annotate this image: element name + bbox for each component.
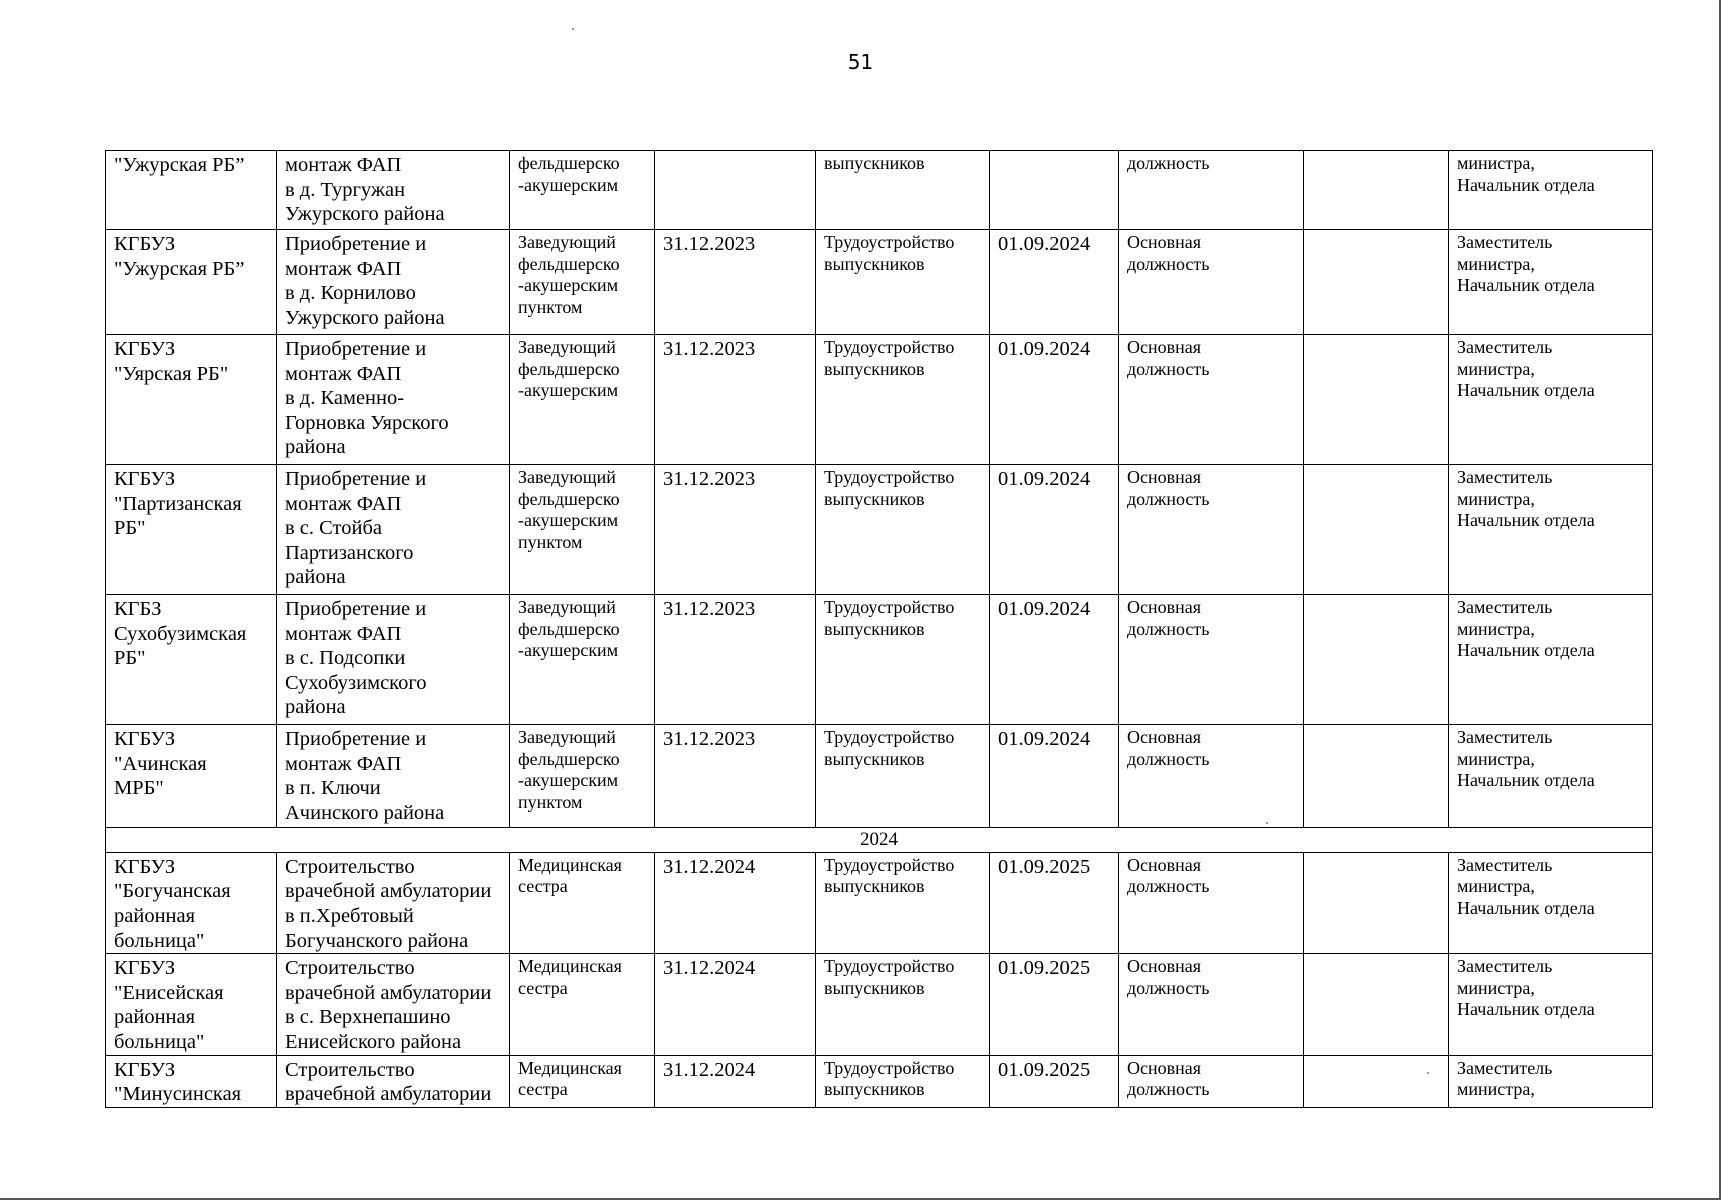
cell-position: Заведующий фельдшерско -акушерским пунктом: [510, 725, 655, 828]
cell-extra: [1304, 852, 1449, 953]
cell-organization: КГБУЗ "Енисейская районная больница": [106, 954, 277, 1055]
cell-organization: КГБЗ Сухобузимская РБ": [106, 595, 277, 725]
cell-deadline: 31.12.2024: [655, 852, 816, 953]
cell-measure: Трудоустройство выпускников: [816, 852, 990, 953]
cell-activity: Строительство врачебной амбулатории в с. Верхнепашино Енисейского района: [277, 954, 510, 1055]
cell-responsible: Заместитель министра, Начальник отдела: [1449, 230, 1653, 335]
cell-extra: [1304, 954, 1449, 1055]
cell-measure: Трудоустройство выпускников: [816, 1055, 990, 1107]
cell-responsible: министра, Начальник отдела: [1449, 151, 1653, 230]
cell-organization: "Ужурская РБ”: [106, 151, 277, 230]
cell-organization: КГБУЗ "Уярская РБ": [106, 335, 277, 465]
cell-employment-type: Основная должность: [1119, 335, 1304, 465]
cell-extra: [1304, 725, 1449, 828]
cell-employment-type: Основная должность: [1119, 954, 1304, 1055]
cell-employment-type: Основная должность: [1119, 595, 1304, 725]
cell-activity: Приобретение и монтаж ФАП в п. Ключи Ачинского района: [277, 725, 510, 828]
cell-activity: Строительство врачебной амбулатории в п.Хребтовый Богучанского района: [277, 852, 510, 953]
scan-speck: [1266, 822, 1268, 824]
cell-employment-type: Основная должность: [1119, 725, 1304, 828]
cell-activity: монтаж ФАП в д. Тургужан Ужурского района: [277, 151, 510, 230]
cell-responsible: Заместитель министра, Начальник отдела: [1449, 954, 1653, 1055]
cell-deadline: 31.12.2023: [655, 465, 816, 595]
table-row: [106, 335, 1653, 465]
cell-deadline: 31.12.2024: [655, 1055, 816, 1107]
cell-date: 01.09.2024: [990, 230, 1119, 335]
table-row: [106, 151, 1653, 230]
cell-position: Заведующий фельдшерско -акушерским: [510, 335, 655, 465]
cell-date: 01.09.2025: [990, 852, 1119, 953]
cell-activity: Приобретение и монтаж ФАП в д. Корнилово Ужурского района: [277, 230, 510, 335]
scan-speck: [572, 28, 574, 30]
cell-responsible: Заместитель министра, Начальник отдела: [1449, 465, 1653, 595]
cell-position: Заведующий фельдшерско -акушерским: [510, 595, 655, 725]
table-row: [106, 725, 1653, 828]
cell-employment-type: должность: [1119, 151, 1304, 230]
document-table: [105, 150, 1653, 1108]
cell-position: Медицинская сестра: [510, 954, 655, 1055]
cell-measure: выпускников: [816, 151, 990, 230]
table-row: [106, 954, 1653, 1055]
cell-activity: Приобретение и монтаж ФАП в д. Каменно- Горновка Уярского района: [277, 335, 510, 465]
cell-measure: Трудоустройство выпускников: [816, 595, 990, 725]
cell-extra: [1304, 230, 1449, 335]
cell-measure: Трудоустройство выпускников: [816, 335, 990, 465]
cell-extra: [1304, 335, 1449, 465]
cell-position: Заведующий фельдшерско -акушерским пунктом: [510, 230, 655, 335]
cell-deadline: 31.12.2024: [655, 954, 816, 1055]
cell-measure: Трудоустройство выпускников: [816, 725, 990, 828]
cell-organization: КГБУЗ "Ачинская МРБ": [106, 725, 277, 828]
year-separator: 2024: [106, 828, 1653, 853]
cell-deadline: 31.12.2023: [655, 230, 816, 335]
table-row: [106, 1055, 1653, 1107]
cell-responsible: Заместитель министра, Начальник отдела: [1449, 852, 1653, 953]
cell-date: 01.09.2025: [990, 954, 1119, 1055]
cell-date: 01.09.2024: [990, 595, 1119, 725]
cell-position: Медицинская сестра: [510, 852, 655, 953]
cell-position: Медицинская сестра: [510, 1055, 655, 1107]
year-separator-section: [106, 828, 1653, 853]
cell-date: [990, 151, 1119, 230]
cell-position: Заведующий фельдшерско -акушерским пунктом: [510, 465, 655, 595]
cell-organization: КГБУЗ "Минусинская: [106, 1055, 277, 1107]
cell-extra: [1304, 595, 1449, 725]
cell-activity: Приобретение и монтаж ФАП в с. Стойба Партизанского района: [277, 465, 510, 595]
cell-organization: КГБУЗ "Богучанская районная больница": [106, 852, 277, 953]
table-row: [106, 465, 1653, 595]
page-number: 51: [847, 50, 874, 74]
cell-date: 01.09.2024: [990, 465, 1119, 595]
cell-deadline: 31.12.2023: [655, 595, 816, 725]
cell-extra: [1304, 465, 1449, 595]
cell-deadline: 31.12.2023: [655, 335, 816, 465]
cell-deadline: 31.12.2023: [655, 725, 816, 828]
cell-responsible: Заместитель министра, Начальник отдела: [1449, 595, 1653, 725]
cell-position: фельдшерско -акушерским: [510, 151, 655, 230]
cell-date: 01.09.2024: [990, 335, 1119, 465]
cell-measure: Трудоустройство выпускников: [816, 954, 990, 1055]
cell-organization: КГБУЗ "Ужурская РБ”: [106, 230, 277, 335]
rows-before: [106, 151, 1653, 828]
cell-employment-type: Основная должность: [1119, 1055, 1304, 1107]
cell-extra: [1304, 1055, 1449, 1107]
table-row: [106, 852, 1653, 953]
table-row: [106, 595, 1653, 725]
cell-date: 01.09.2025: [990, 1055, 1119, 1107]
cell-responsible: Заместитель министра, Начальник отдела: [1449, 725, 1653, 828]
cell-employment-type: Основная должность: [1119, 465, 1304, 595]
table-row: [106, 230, 1653, 335]
cell-measure: Трудоустройство выпускников: [816, 465, 990, 595]
cell-employment-type: Основная должность: [1119, 230, 1304, 335]
cell-activity: Приобретение и монтаж ФАП в с. Подсопки Сухобузимского района: [277, 595, 510, 725]
cell-responsible: Заместитель министра,: [1449, 1055, 1653, 1107]
cell-employment-type: Основная должность: [1119, 852, 1304, 953]
cell-measure: Трудоустройство выпускников: [816, 230, 990, 335]
cell-extra: [1304, 151, 1449, 230]
cell-activity: Строительство врачебной амбулатории: [277, 1055, 510, 1107]
cell-organization: КГБУЗ "Партизанская РБ": [106, 465, 277, 595]
cell-deadline: [655, 151, 816, 230]
cell-responsible: Заместитель министра, Начальник отдела: [1449, 335, 1653, 465]
scan-speck: [1427, 1072, 1429, 1074]
rows-after: [106, 852, 1653, 1107]
year-separator-row: [106, 828, 1653, 853]
cell-date: 01.09.2024: [990, 725, 1119, 828]
